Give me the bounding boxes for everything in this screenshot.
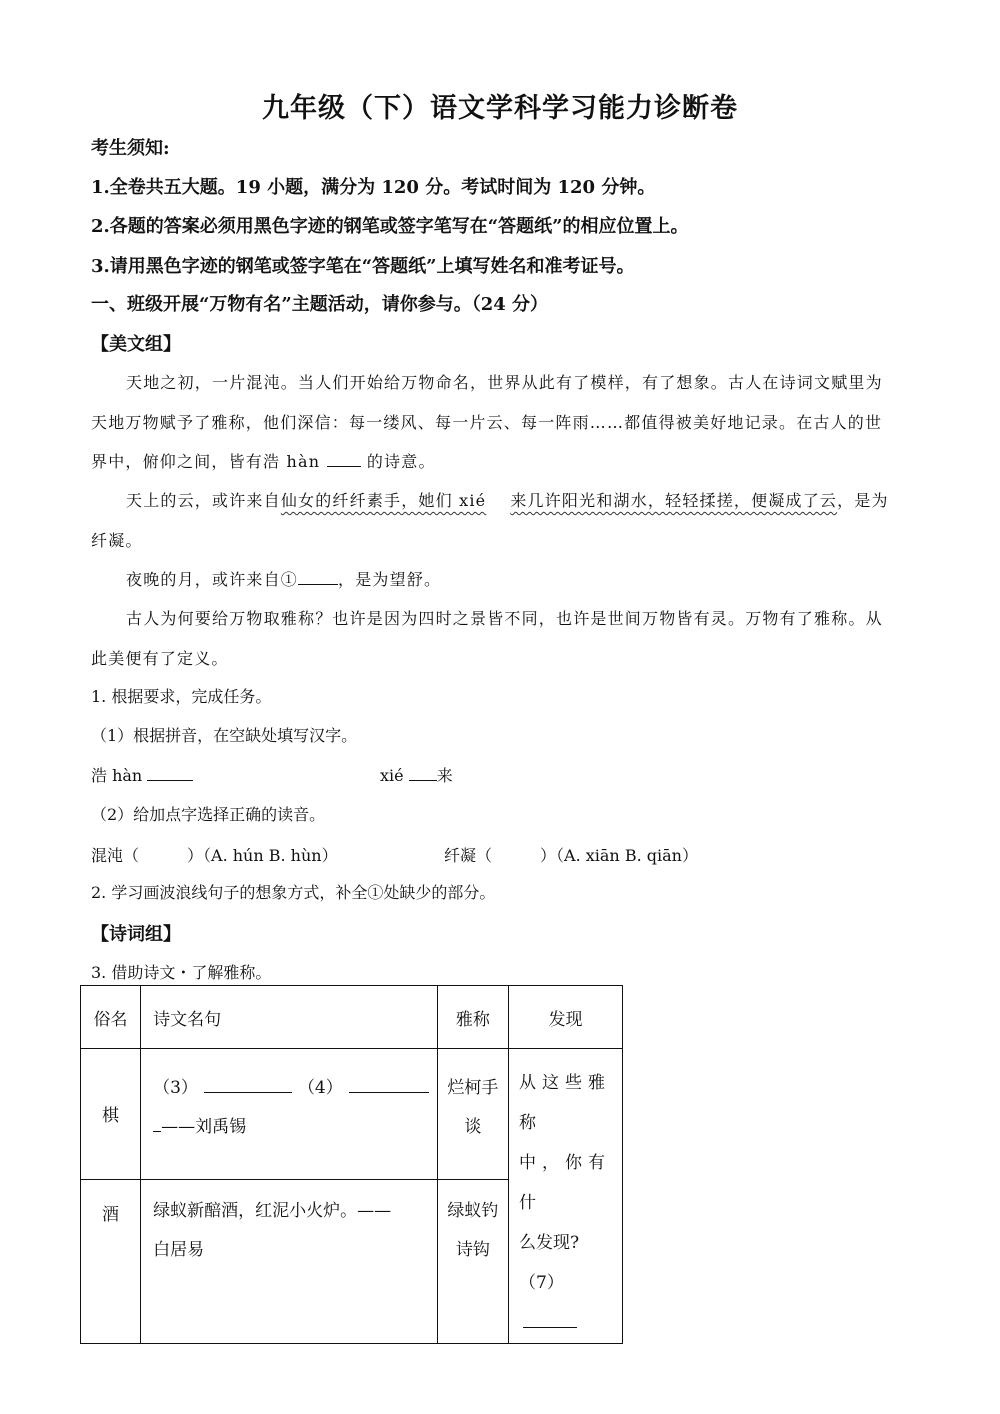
blank-4[interactable] bbox=[349, 1075, 429, 1093]
prose-para2-line1 bbox=[126, 488, 889, 511]
blank-han[interactable] bbox=[327, 450, 361, 467]
question-2: 2. 学习画波浪线句子的想象方式，补全①处缺少的部分。 bbox=[91, 883, 496, 902]
table-row bbox=[81, 1049, 623, 1180]
row-wine-line2: 白居易 bbox=[153, 1239, 205, 1260]
prose-para3-pre: 夜晚的月，或许来自① bbox=[126, 570, 299, 589]
question-1-stem: 1. 根据要求，完成任务。 bbox=[91, 687, 272, 706]
row-wine-name: 酒 bbox=[81, 1179, 141, 1343]
row-chess-name: 棋 bbox=[81, 1049, 141, 1180]
question-3: 3. 借助诗文・了解雅称。 bbox=[91, 963, 272, 982]
hundun-options: ）（A. hún B. hùn） bbox=[187, 846, 338, 865]
pinyin-xie-item bbox=[380, 763, 453, 786]
xianning-word: 纤凝（ bbox=[444, 846, 493, 865]
prose-para3-post: ，是为望舒。 bbox=[338, 570, 442, 589]
pinyin-han-label: 浩 hàn bbox=[91, 766, 143, 785]
blank-7[interactable] bbox=[523, 1310, 577, 1328]
xianning-options: ）（A. xiān B. qiān） bbox=[540, 846, 698, 865]
group-heading-prose: 【美文组】 bbox=[91, 334, 181, 355]
pinyin-xie-label: xié bbox=[380, 766, 404, 785]
row-chess-author: ——刘禹锡 bbox=[161, 1117, 247, 1137]
alias-table bbox=[80, 985, 623, 1344]
prose-para1-line3-pre: 界中，俯仰之间，皆有浩 hàn bbox=[91, 452, 321, 471]
blank-3[interactable] bbox=[204, 1075, 292, 1093]
row-wine-alias bbox=[437, 1179, 508, 1343]
question-1-sub2: （2）给加点字选择正确的读音。 bbox=[91, 805, 326, 824]
row-wine-line1: 绿蚁新醅酒，红泥小火炉。—— bbox=[153, 1200, 392, 1221]
row-chess-lines bbox=[141, 1049, 438, 1180]
pinyin-han-blank[interactable] bbox=[147, 764, 193, 781]
hundun-word: 混沌（ bbox=[91, 846, 140, 865]
blank-3-label: （3） bbox=[153, 1078, 198, 1098]
row-wine-alias-line2: 诗钩 bbox=[455, 1239, 490, 1260]
header-common-name: 俗名 bbox=[81, 986, 141, 1049]
prose-para4-line2: 此美便有了定义。 bbox=[91, 649, 229, 668]
table-header-row bbox=[81, 986, 623, 1049]
header-poem-lines: 诗文名句 bbox=[141, 986, 438, 1049]
prose-para1-line3-post: 的诗意。 bbox=[366, 452, 436, 471]
prose-para1-line3 bbox=[91, 449, 436, 472]
pinyin-xie-suffix: 来 bbox=[436, 766, 453, 785]
pinyin-han-item bbox=[91, 763, 193, 786]
header-discovery: 发现 bbox=[509, 986, 623, 1049]
blank-7-label: （7） bbox=[519, 1273, 564, 1293]
page-title: 九年级（下）语文学科学习能力诊断卷 bbox=[262, 93, 738, 124]
prose-para1-line2: 天地万物赋予了雅称，他们深信：每一缕风、每一片云、每一阵雨……都值得被美好地记录。在古人的世 bbox=[91, 413, 883, 432]
row-wine-alias-line1: 绿蚁钓 bbox=[447, 1200, 499, 1221]
question-1-sub1: （1）根据拼音，在空缺处填写汉字。 bbox=[91, 726, 358, 745]
row-chess-alias-line2: 谈 bbox=[464, 1117, 482, 1137]
notice-heading: 考生须知: bbox=[91, 138, 170, 159]
discovery-line3: 么发现? bbox=[519, 1233, 580, 1253]
prose-para4-line1: 古人为何要给万物取雅称？也许是因为四时之景皆不同，也许是世间万物皆有灵。万物有了雅称。从 bbox=[126, 609, 883, 628]
discovery-line4 bbox=[519, 1263, 614, 1343]
reading-choice-hundun bbox=[91, 843, 338, 866]
blank-4-tail[interactable] bbox=[153, 1114, 161, 1132]
pinyin-xie-blank[interactable] bbox=[409, 764, 437, 781]
blank-1[interactable] bbox=[298, 568, 338, 585]
discovery-cell bbox=[509, 1049, 623, 1344]
prose-para3 bbox=[126, 567, 441, 590]
prose-para2-line2: 纤凝。 bbox=[91, 531, 143, 550]
blank-4-label: （4） bbox=[297, 1078, 343, 1098]
discovery-line2: 中，你有什 bbox=[519, 1153, 612, 1213]
discovery-line1: 从这些雅称 bbox=[519, 1073, 612, 1133]
prose-para2-pre: 天上的云，或许来自 bbox=[126, 491, 281, 510]
section1-heading: 一、班级开展“万物有名”主题活动，请你参与。（24 分） bbox=[91, 294, 549, 315]
prose-para1-line1: 天地之初，一片混沌。当人们开始给万物命名，世界从此有了模样，有了想象。古人在诗词文赋里为 bbox=[126, 373, 883, 392]
row-wine-lines bbox=[141, 1179, 438, 1343]
notice-item-3: 3.请用黑色字迹的钢笔或签字笔在“答题纸”上填写姓名和准考证号。 bbox=[91, 256, 635, 277]
reading-choice-xianning bbox=[444, 843, 698, 866]
header-elegant-name: 雅称 bbox=[437, 986, 508, 1049]
prose-para2-post: ，是为 bbox=[837, 491, 889, 510]
notice-item-1: 1.全卷共五大题。19 小题，满分为 120 分。考试时间为 120 分钟。 bbox=[91, 177, 656, 198]
group-heading-poetry: 【诗词组】 bbox=[91, 924, 181, 945]
row-chess-alias bbox=[437, 1049, 508, 1180]
row-chess-alias-line1: 烂柯手 bbox=[447, 1078, 499, 1098]
wavy-sentence-part1: 仙女的纤纤素手，她们 xié bbox=[280, 491, 487, 510]
wavy-sentence-part2: 来几许阳光和湖水，轻轻揉搓，便凝成了云 bbox=[510, 491, 838, 510]
notice-item-2: 2.各题的答案必须用黑色字迹的钢笔或签字笔写在“答题纸”的相应位置上。 bbox=[91, 216, 689, 237]
